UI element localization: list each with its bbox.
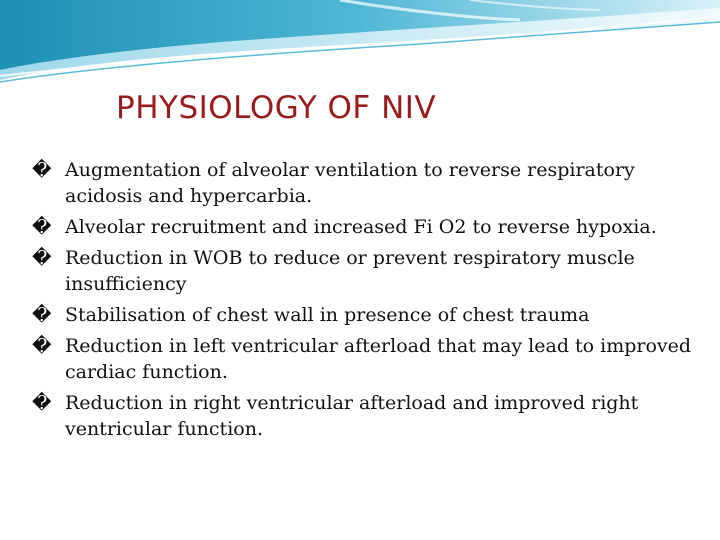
bullet-marker-icon: � [32, 159, 52, 181]
bullet-item [32, 157, 692, 209]
bullet-marker-icon: � [32, 216, 52, 238]
bullet-marker-icon: � [32, 304, 52, 326]
bullet-list [32, 157, 692, 447]
bullet-item [32, 245, 692, 297]
bullet-text: Reduction in right ventricular afterload and improved right ventricular function. [65, 392, 639, 440]
bullet-item [32, 302, 692, 328]
bullet-item [32, 390, 692, 442]
slide-title: PHYSIOLOGY OF NIV [116, 90, 437, 126]
bullet-text: Reduction in WOB to reduce or prevent respiratory muscle insufficiency [65, 247, 635, 295]
bullet-item [32, 333, 692, 385]
bullet-text: Alveolar recruitment and increased Fi O2 to reverse hypoxia. [65, 216, 657, 238]
bullet-marker-icon: � [32, 335, 52, 357]
bullet-text: Stabilisation of chest wall in presence of chest trauma [65, 304, 590, 326]
bullet-text: Augmentation of alveolar ventilation to reverse respiratory acidosis and hypercarbia. [65, 159, 635, 207]
bullet-marker-icon: � [32, 392, 52, 414]
top-wave-decoration [0, 0, 720, 95]
bullet-item [32, 214, 692, 240]
bullet-marker-icon: � [32, 247, 52, 269]
bullet-text: Reduction in left ventricular afterload that may lead to improved cardiac function. [65, 335, 692, 383]
